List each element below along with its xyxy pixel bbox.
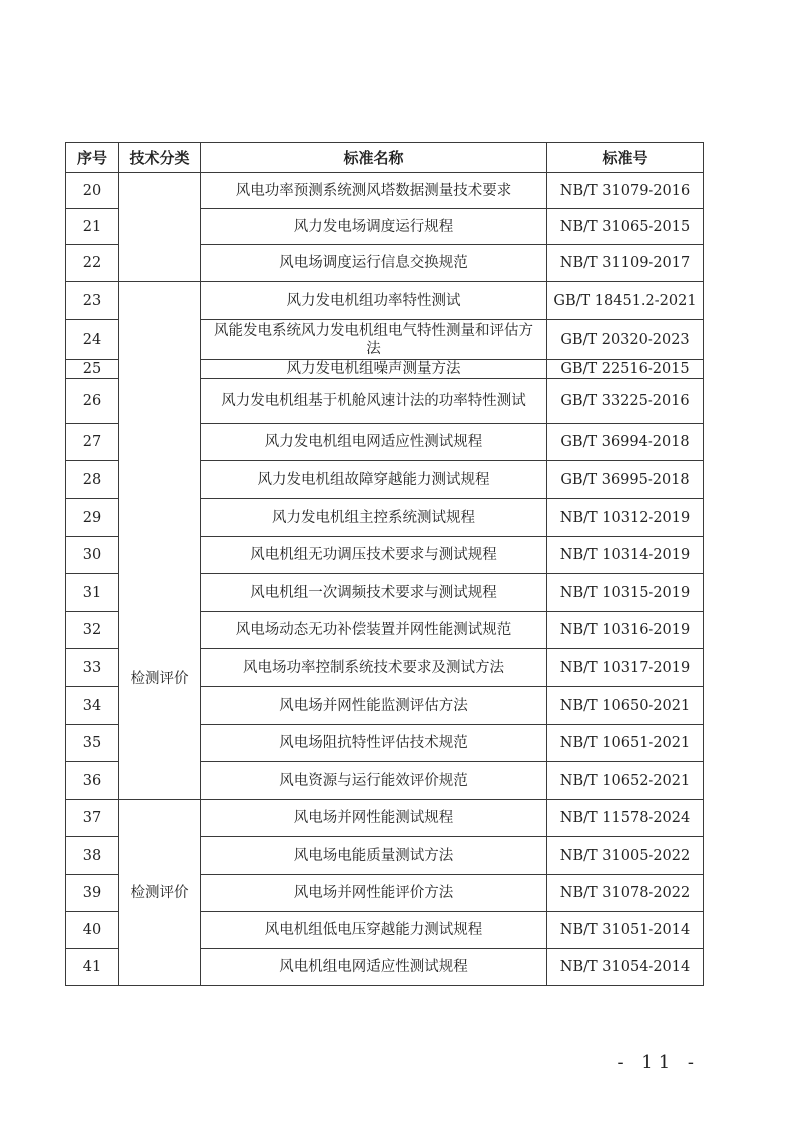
cell-standard-name: 风电场并网性能测试规程 xyxy=(201,800,547,837)
cell-standard-name: 风电机组电网适应性测试规程 xyxy=(201,949,547,986)
cell-standard-code: GB/T 18451.2-2021 xyxy=(547,282,704,320)
cell-standard-code: NB/T 10312-2019 xyxy=(547,499,704,537)
cell-standard-code: NB/T 31054-2014 xyxy=(547,949,704,986)
cell-standard-code: NB/T 10317-2019 xyxy=(547,649,704,687)
header-standard-name: 标准名称 xyxy=(201,143,547,173)
cell-standard-name: 风电机组无功调压技术要求与测试规程 xyxy=(201,537,547,574)
cell-standard-name: 风电功率预测系统测风塔数据测量技术要求 xyxy=(201,173,547,209)
cell-standard-name: 风电资源与运行能效评价规范 xyxy=(201,762,547,800)
cell-standard-name: 风电场调度运行信息交换规范 xyxy=(201,245,547,282)
cell-standard-name: 风电场阻抗特性评估技术规范 xyxy=(201,725,547,762)
cell-serial: 29 xyxy=(66,499,119,537)
cell-category: 检测评价 xyxy=(119,800,201,986)
cell-standard-code: NB/T 31065-2015 xyxy=(547,209,704,245)
page-number: - 11 - xyxy=(617,1052,700,1073)
cell-standard-name: 风力发电机组基于机舱风速计法的功率特性测试 xyxy=(201,379,547,424)
cell-standard-name: 风力发电场调度运行规程 xyxy=(201,209,547,245)
table-header-row xyxy=(66,143,704,173)
cell-standard-code: GB/T 33225-2016 xyxy=(547,379,704,424)
cell-serial: 34 xyxy=(66,687,119,725)
cell-standard-code: NB/T 31079-2016 xyxy=(547,173,704,209)
header-category: 技术分类 xyxy=(119,143,201,173)
cell-standard-name: 风电场功率控制系统技术要求及测试方法 xyxy=(201,649,547,687)
cell-serial: 30 xyxy=(66,537,119,574)
cell-serial: 32 xyxy=(66,612,119,649)
table-row xyxy=(66,173,704,209)
cell-serial: 21 xyxy=(66,209,119,245)
cell-serial: 41 xyxy=(66,949,119,986)
cell-standard-code: GB/T 36995-2018 xyxy=(547,461,704,499)
cell-serial: 33 xyxy=(66,649,119,687)
cell-category xyxy=(119,173,201,282)
cell-standard-code: NB/T 31051-2014 xyxy=(547,912,704,949)
cell-standard-code: NB/T 10652-2021 xyxy=(547,762,704,800)
cell-standard-code: NB/T 10650-2021 xyxy=(547,687,704,725)
cell-serial: 36 xyxy=(66,762,119,800)
cell-standard-code: NB/T 31109-2017 xyxy=(547,245,704,282)
cell-standard-name: 风力发电机组噪声测量方法 xyxy=(201,360,547,379)
cell-standard-code: NB/T 31078-2022 xyxy=(547,875,704,912)
cell-standard-name: 风力发电机组主控系统测试规程 xyxy=(201,499,547,537)
cell-standard-code: NB/T 10316-2019 xyxy=(547,612,704,649)
cell-serial: 35 xyxy=(66,725,119,762)
cell-standard-name: 风力发电机组功率特性测试 xyxy=(201,282,547,320)
cell-serial: 26 xyxy=(66,379,119,424)
cell-standard-name: 风电场动态无功补偿装置并网性能测试规范 xyxy=(201,612,547,649)
cell-standard-code: NB/T 11578-2024 xyxy=(547,800,704,837)
cell-standard-code: NB/T 31005-2022 xyxy=(547,837,704,875)
cell-standard-code: GB/T 36994-2018 xyxy=(547,424,704,461)
cell-standard-name: 风电场并网性能评价方法 xyxy=(201,875,547,912)
cell-serial: 23 xyxy=(66,282,119,320)
cell-standard-name: 风力发电机组故障穿越能力测试规程 xyxy=(201,461,547,499)
cell-serial: 27 xyxy=(66,424,119,461)
cell-serial: 40 xyxy=(66,912,119,949)
standards-table xyxy=(65,142,704,986)
cell-standard-code: GB/T 22516-2015 xyxy=(547,360,704,379)
table-row xyxy=(66,800,704,837)
cell-standard-name: 风电场并网性能监测评估方法 xyxy=(201,687,547,725)
cell-serial: 22 xyxy=(66,245,119,282)
cell-standard-code: NB/T 10314-2019 xyxy=(547,537,704,574)
cell-category: 检测评价 xyxy=(119,282,201,800)
cell-serial: 20 xyxy=(66,173,119,209)
cell-serial: 38 xyxy=(66,837,119,875)
header-standard-code: 标准号 xyxy=(547,143,704,173)
cell-serial: 24 xyxy=(66,320,119,360)
table-body xyxy=(66,173,704,986)
cell-standard-name: 风电机组一次调频技术要求与测试规程 xyxy=(201,574,547,612)
cell-standard-name: 风电场电能质量测试方法 xyxy=(201,837,547,875)
cell-serial: 31 xyxy=(66,574,119,612)
cell-standard-name: 风力发电机组电网适应性测试规程 xyxy=(201,424,547,461)
cell-serial: 28 xyxy=(66,461,119,499)
cell-standard-code: GB/T 20320-2023 xyxy=(547,320,704,360)
header-serial: 序号 xyxy=(66,143,119,173)
cell-serial: 37 xyxy=(66,800,119,837)
cell-serial: 39 xyxy=(66,875,119,912)
cell-serial: 25 xyxy=(66,360,119,379)
table-row xyxy=(66,282,704,320)
cell-standard-code: NB/T 10315-2019 xyxy=(547,574,704,612)
cell-standard-code: NB/T 10651-2021 xyxy=(547,725,704,762)
cell-standard-name: 风能发电系统风力发电机组电气特性测量和评估方法 xyxy=(201,320,547,360)
cell-standard-name: 风电机组低电压穿越能力测试规程 xyxy=(201,912,547,949)
